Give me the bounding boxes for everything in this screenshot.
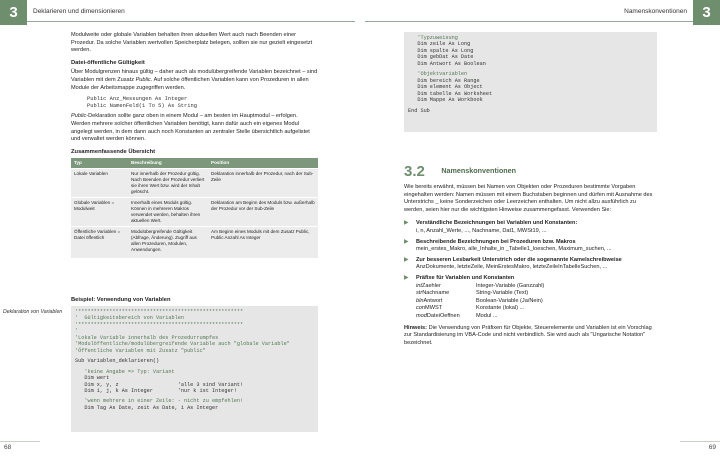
table-cell: Innerhalb eines Moduls gültig. Können in mehreren Makros verwendet werden, behalten ihren aktuellen Wert. <box>128 198 208 227</box>
code-line: Dim zeile As Long <box>408 41 471 48</box>
section-heading <box>404 163 516 181</box>
intro-paragraph: Modulweite oder globale Variablen behalten ihren aktuellen Wert auch nach Beenden einer Prozedur. Da solche Variablen wertvollen Speicherplatz belegen, sollten sie nur gezielt eingesetzt werden. <box>71 32 313 54</box>
table-header-cell: Typ <box>71 158 128 169</box>
section-title: Namenskonventionen <box>441 166 516 175</box>
arrow-bullet-icon: ▶ <box>404 274 409 281</box>
table-header-cell: Beschreibung <box>128 158 208 169</box>
code-line: 'Typzuweisung <box>408 35 458 41</box>
header-rule-right <box>365 21 693 22</box>
code-line: '***************************************************** <box>75 309 244 315</box>
section-intro: Wie bereits erwähnt, müssen bei Namen von Objekten oder Prozeduren bestimmte Vorgaben eingehalten werden: Namen müssen mit einem Buchstaben beginnen und dürfen mit Ausnahme des Unterstrichs _ keine Sonderzeichen oder Leerzeichen enthalten. Um nicht allzu ausführlich zu werden, seien hier nur die wichtigsten Hinweise zusammengefasst. Verwenden Sie: <box>404 184 653 213</box>
list-item: ▶ Beschreibende Bezeichnungen bei Prozeduren bzw. Makros mein_erstes_Makro, alle_Inhalte_in _Tabelle1_loeschen, Maximum_suchen, ... <box>404 238 612 253</box>
code-listing-right <box>404 32 657 132</box>
table-cell: Deklaration am Beginn des Moduls bzw. außerhalb der Prozedur vor der Sub-Zeile <box>208 198 318 227</box>
chapter-tab-right: 3 <box>693 0 720 25</box>
running-header-right: Namenskonventionen <box>624 8 687 15</box>
table-cell: Am Beginn eines Moduls mit dem Zusatz Public, Public Anzahl As Integer <box>208 227 318 258</box>
code-line: ' <box>75 328 79 335</box>
table-cell: Modulübergreifende Gültigkeit (Abfrage, Änderung). Zugriff aus allen Prozeduren, Modulen, Anwendungen. <box>128 227 208 258</box>
heading-public: Datei-öffentliche Gültigkeit <box>71 59 145 66</box>
code-line: Dim wert <box>75 375 110 382</box>
code-line: Dim i, j, k As Integer 'nur k ist Integer! <box>75 387 237 394</box>
arrow-bullet-icon: ▶ <box>404 256 409 263</box>
code-line: ' Gültigkeitsbereich von Variablen <box>75 315 184 322</box>
heading-example: Beispiel: Verwendung von Variablen <box>71 297 171 303</box>
code-line: Dim Mappe As Workbook <box>408 97 483 104</box>
running-header-left: Deklarieren und dimensionieren <box>33 8 125 15</box>
chapter-tab-left: 3 <box>0 0 27 25</box>
code-listing-left <box>71 306 318 432</box>
arrow-bullet-icon: ▶ <box>404 238 409 245</box>
table-cell: Nur innerhalb der Prozedur gültig. Nach Beenden der Prozedur verliert sie ihren Wert bzw. wird der Inhalt gelöscht. <box>128 169 208 198</box>
list-item: ▶ Zur besseren Lesbarkeit Unterstrich oder die sogenannte Kamelschreibweise AnzDokumente, letzteZeile, MeinErstesMakro, letzteZeileInTabelleSuchen, ... <box>404 256 622 271</box>
page-number-right: 69 <box>708 444 716 451</box>
footer-rule-right <box>680 441 720 442</box>
code-line: 'Objektvariablen <box>408 71 468 78</box>
code-line: Dim x, y, z 'alle 3 sind Variant! <box>75 381 244 388</box>
table-cell: Lokale Variablen <box>71 169 128 198</box>
prefix-row: conMWST Konstante (lokal) ... <box>416 305 525 312</box>
code-line: Dim Antwort As Boolean <box>408 60 486 67</box>
table-header-cell: Position <box>208 158 318 169</box>
public-paragraph: Über Modulgrenzen hinaus gültig – daher auch als modulübergreifende Variablen bezeichnet – sind Variablen mit dem Zusatz Public. Auf solche öffentlichen Variablen kann von Prozeduren in allen Module der Arbeitsmappe zugegriffen werden. <box>71 69 318 91</box>
table-row <box>71 169 318 198</box>
code-line: Dim gebDat As Date <box>408 54 474 61</box>
header-rule-left <box>27 21 355 22</box>
prefix-row: blnAntwort Boolean-Variable (Ja/Nein) <box>416 297 543 304</box>
prefix-row: modDateiOeffnen Modul ... <box>416 312 498 319</box>
table-row <box>71 198 318 227</box>
code-line: 'Modulöffentliche/modulübergreifende Variable auch "globale Variable" <box>75 341 290 348</box>
code-line: Sub Variablen_deklarieren() <box>75 358 160 365</box>
code-line: Dim tabelle As Worksheet <box>408 90 493 97</box>
table-cell: Globale Variablen = Modulweit <box>71 198 128 227</box>
table-cell: Deklaration innerhalb der Prozedur, nach der Sub-Zeile <box>208 169 318 198</box>
code-line: Dim Tag As Date, zeit As Date, i As Integer <box>75 404 219 411</box>
page-number-left: 68 <box>4 444 12 451</box>
left-column <box>71 32 318 258</box>
arrow-bullet-icon: ▶ <box>404 220 409 227</box>
code-line: '***************************************************** <box>75 321 244 328</box>
public-code: Public Anz_Messungen As Integer Public NamenFeld(1 To 5) As String <box>87 96 197 109</box>
prefix-row: strNachname String-Variable (Text) <box>416 290 529 297</box>
table-row <box>71 227 318 258</box>
code-line: 'keine Angabe => Typ: Variant <box>75 368 175 375</box>
declaration-paragraph: Public-Deklaration sollte ganz oben in einem Modul – am besten im Hauptmodul – erfolgen. Werden mehrere solcher öffentlichen Variablen benötigt, kann dafür auch ein eigenes Modul angelegt werden, in dem dann auch noch Konstanten an zentraler Stelle übersichtlich aufgelistet und verwaltet werden können. <box>71 113 310 143</box>
right-column <box>404 184 657 351</box>
prefix-list <box>404 283 657 321</box>
code-line: 'Lokale Variable innerhalb des Prozedurrumpfes <box>75 334 219 341</box>
section-number: 3.2 <box>404 163 425 180</box>
code-line: Dim spalte As Long <box>408 47 474 54</box>
code-line: Dim bereich As Range <box>408 77 480 84</box>
table-header-row <box>71 158 318 169</box>
code-line: 'Öffentliche Variablen mit Zusatz "public" <box>75 347 206 354</box>
code-line: Dim element As Object <box>408 84 483 91</box>
heading-summary: Zusammenfassende Übersicht <box>71 148 156 155</box>
code-line: 'wenn mehrere in einer Zeile: - nicht zu empfehlen! <box>75 398 244 405</box>
summary-table <box>71 158 318 258</box>
code-line: End Sub <box>408 107 430 114</box>
prefix-row: intZaehler Integer-Variable (Ganzzahl) <box>416 282 545 289</box>
hint-paragraph: Hinweis: Die Verwendung von Präfixen für Objekte, Steuerelemente und Variablen ist ein Vorschlag zur Standardisierung im VBA-Code und nicht verbindlich. Sie wird auch als "Ungarische Notation" bezeichnet. <box>404 324 652 346</box>
table-cell: Öffentliche Variablen = Datei öffentlich <box>71 227 128 258</box>
margin-note: Deklaration von Variablen <box>3 309 63 315</box>
footer-rule-left <box>0 441 40 442</box>
list-item: ▶ Verständliche Bezeichnungen bei Variablen und Konstanten: i, n, Anzahl_Werte, ..., Nachname, Dat1, MWSt19, ... <box>404 220 578 234</box>
list-item: ▶ Präfixe für Variablen und Konstanten intZaehler Integer-Variable (Ganzzahl) strNachname String-Variable (Text) blnAntwort Boolean-Variable (Ja/Nein) conMWST Konstante (lokal) ... modDateiOeffnen Modul ... <box>404 275 657 321</box>
